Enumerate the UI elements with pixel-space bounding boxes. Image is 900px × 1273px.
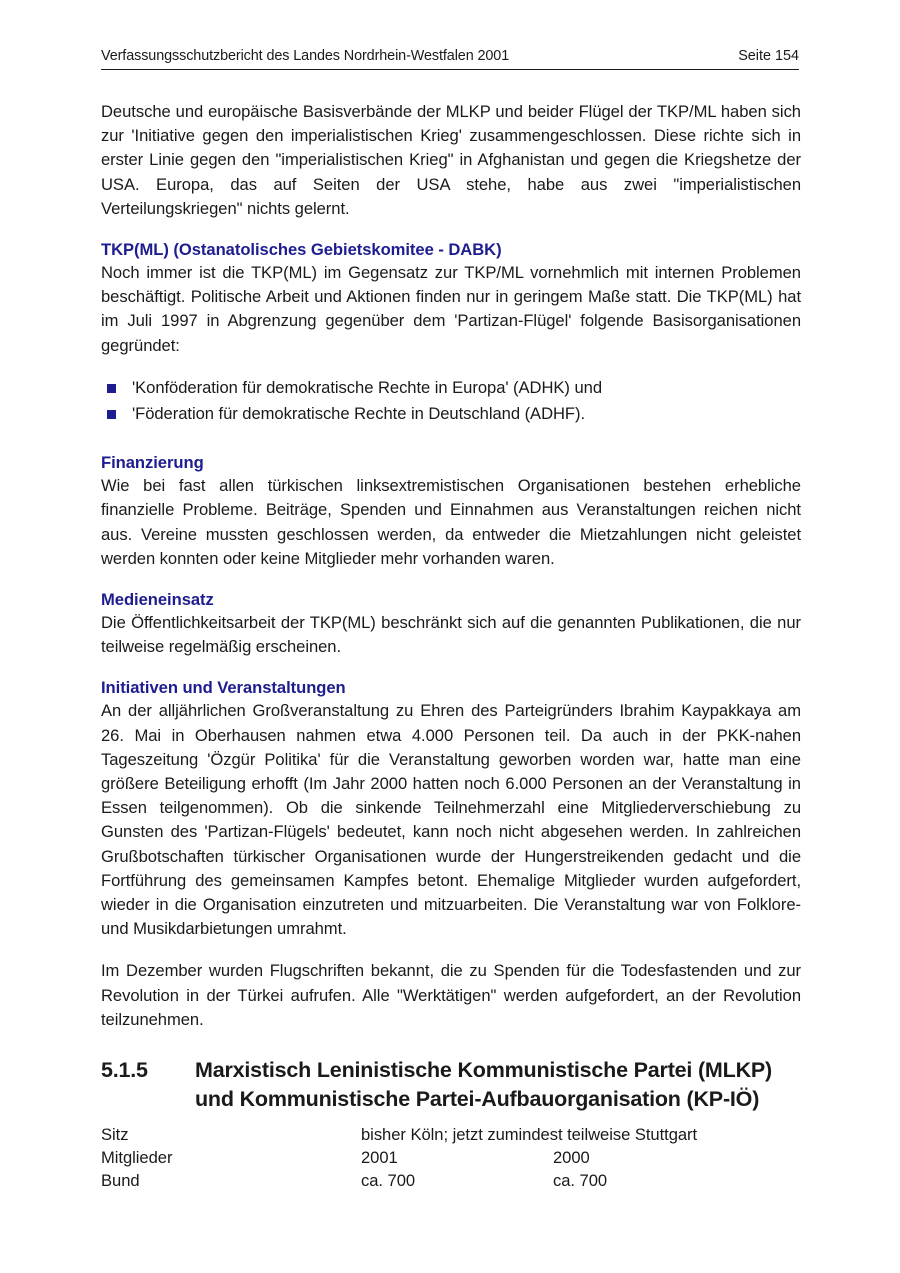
row-label: Sitz xyxy=(101,1125,129,1145)
page-header xyxy=(101,48,799,70)
paragraph-medieneinsatz: Die Öffentlichkeitsarbeit der TKP(ML) beschränkt sich auf die genannten Publikationen, die nur teilweise regelmäßig erscheinen. xyxy=(101,613,801,657)
section-title: Marxistisch Leninistische Kommunistische Partei (MLKP) und Kommunistische Partei-Aufbauorganisation (KP-IÖ) xyxy=(195,1058,773,1111)
spacer xyxy=(101,941,801,959)
row-value-1: ca. 700 xyxy=(361,1171,416,1191)
square-bullet-icon xyxy=(107,384,116,393)
heading-finanzierung: Finanzierung xyxy=(101,453,204,473)
row-value-2: 2000 xyxy=(553,1148,590,1168)
header-page-number: Seite 154 xyxy=(738,48,799,64)
row-value-2: ca. 700 xyxy=(553,1171,608,1191)
header-document-title: Verfassungsschutzbericht des Landes Nordrhein-Westfalen 2001 xyxy=(101,48,510,64)
table-row xyxy=(101,1146,801,1169)
table-row xyxy=(101,1123,801,1146)
square-bullet-icon xyxy=(107,410,116,419)
list-item-label: 'Konföderation für demokratische Rechte in Europa' (ADHK) und xyxy=(132,377,603,397)
paragraph-finanzierung: Wie bei fast allen türkischen linksextremistischen Organisationen bestehen erhebliche finanzielle Probleme. Beiträge, Spenden und Einnahmen aus Veranstaltungen reichen nicht aus. Vereine mussten geschlossen werden, da entweder die Mietzahlungen nicht geleistet werden konnten oder keine Mitglieder mehr vorhanden waren. xyxy=(101,476,801,568)
row-value-1: 2001 xyxy=(361,1148,398,1168)
heading-initiativen: Initiativen und Veranstaltungen xyxy=(101,678,346,698)
spacer xyxy=(101,571,801,589)
section-number: 5.1.5 xyxy=(101,1058,148,1083)
table-row xyxy=(101,1169,801,1192)
intro-paragraph: Deutsche und europäische Basisverbände der MLKP und beider Flügel der TKP/ML haben sich zur 'Initiative gegen den imperialistischen Krieg' zusammengeschlossen. Diese richte sich in erster Linie gegen den "imperialistischen Krieg" in Afghanistan und gegen die Kriegshetze der USA. Europa, das auf Seiten der USA stehe, habe aus zwei "imperialistischen Verteilungskriegen" nichts gelernt. xyxy=(101,102,801,218)
spacer xyxy=(101,1032,801,1056)
facts-table xyxy=(101,1123,801,1192)
list-item-label: 'Föderation für demokratische Rechte in Deutschland (ADHF). xyxy=(132,404,586,424)
spacer xyxy=(101,659,801,677)
heading-medieneinsatz: Medieneinsatz xyxy=(101,590,214,610)
row-label: Bund xyxy=(101,1171,140,1191)
spacer xyxy=(101,221,801,239)
spacer xyxy=(101,358,801,376)
page-content xyxy=(101,100,801,1192)
spacer xyxy=(101,428,801,452)
heading-tkpml: TKP(ML) (Ostanatolisches Gebietskomitee - DABK) xyxy=(101,240,502,260)
numbered-section-heading xyxy=(101,1056,801,1113)
paragraph-initiativen-2: Im Dezember wurden Flugschriften bekannt, die zu Spenden für die Todesfastenden und zur Revolution in der Türkei aufrufen. Alle "Werktätigen" werden aufgefordert, an der Revolution teilzunehmen. xyxy=(101,961,801,1029)
spacer xyxy=(101,1113,801,1123)
list-item xyxy=(101,376,801,400)
row-value-1: bisher Köln; jetzt zumindest teilweise Stuttgart xyxy=(361,1125,698,1145)
basisorganisationen-list xyxy=(101,376,801,426)
paragraph-initiativen-1: An der alljährlichen Großveranstaltung zu Ehren des Parteigründers Ibrahim Kaypakkaya am 26. Mai in Oberhausen nahmen etwa 4.000 Personen teil. Da auch in der PKK-nahen Tageszeitung 'Özgür Politika' für die Veranstaltung geworben worden war, hatte man eine größere Beteiligung erhofft (Im Jahr 2000 hatten noch 6.000 Personen an der Veranstaltung in Essen teilgenommen). Ob die sinkende Teilnehmerzahl eine Mitgliederverschiebung zu Gunsten des 'Partizan-Flügels' bedeutet, kann noch nicht abgesehen werden. In zahlreichen Grußbotschaften türkischer Organisationen wurde der Hungerstreikenden gedacht und die Fortführung des gemeinsamen Kampfes betont. Ehemalige Mitglieder wurden aufgefordert, wieder in die Organisation einzutreten und mitzuarbeiten. Die Veranstaltung war von Folklore- und Musikdarbietungen umrahmt. xyxy=(101,701,801,939)
paragraph-tkpml: Noch immer ist die TKP(ML) im Gegensatz zur TKP/ML vornehmlich mit internen Problemen beschäftigt. Politische Arbeit und Aktionen finden nur in geringem Maße statt. Die TKP(ML) hat im Juli 1997 in Abgrenzung gegenüber dem 'Partizan-Flügel' folgende Basisorganisationen gegründet: xyxy=(101,263,801,355)
row-label: Mitglieder xyxy=(101,1148,173,1168)
list-item xyxy=(101,402,801,426)
